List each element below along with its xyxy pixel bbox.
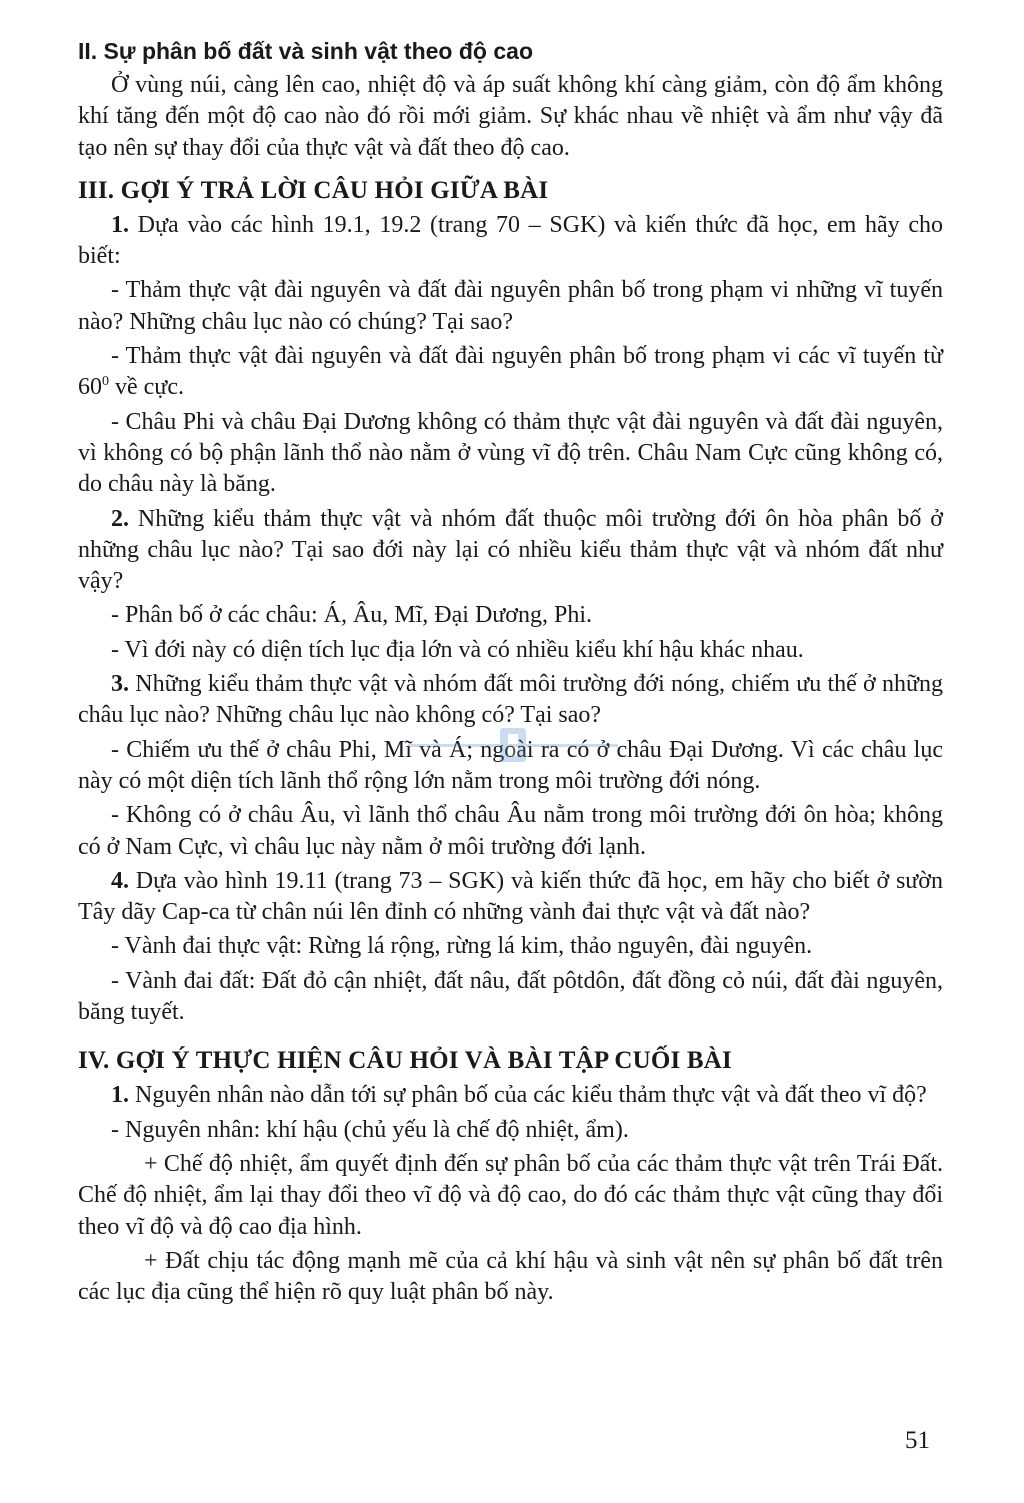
question-2-number: 2. (111, 505, 129, 532)
exercise-1 (78, 1080, 943, 1111)
question-4-number: 4. (111, 867, 129, 894)
question-3-number: 3. (111, 671, 129, 698)
exercise-1-point-2: + Đất chịu tác động mạnh mẽ của cả khí hậu và sinh vật nên sự phân bố đất trên các lục địa cũng thể hiện rõ quy luật phân bố này. (78, 1247, 943, 1306)
degree-superscript: 0 (102, 374, 109, 390)
exercise-1-answer: - Nguyên nhân: khí hậu (chủ yếu là chế độ nhiệt, ẩm). (111, 1116, 629, 1143)
exercise-1-text: Nguyên nhân nào dẫn tới sự phân bố của các kiểu thảm thực vật và đất theo vĩ độ? (129, 1082, 927, 1109)
question-4-answer-1: - Vành đai thực vật: Rừng lá rộng, rừng lá kim, thảo nguyên, đài nguyên. (111, 933, 813, 960)
question-1-answer-1-tail: về cực. (109, 374, 184, 401)
section-2-title: II. Sự phân bố đất và sinh vật theo độ cao (78, 38, 533, 64)
question-2-text: Những kiểu thảm thực vật và nhóm đất thuộc môi trường đới ôn hòa phân bố ở những châu lục nào? Tại sao đới này lại có nhiều kiểu thảm thực vật và nhóm đất như vậy? (78, 505, 943, 595)
question-4-answer-2: - Vành đai đất: Đất đỏ cận nhiệt, đất nâu, đất pôtdôn, đất đồng cỏ núi, đất đài nguyên, băng tuyết. (78, 967, 943, 1026)
question-3-answer-1: - Chiếm ưu thế ở châu Phi, Mĩ và Á; ngoài ra có ở châu Đại Dương. Vì các châu lục này có một diện tích lãnh thổ rộng lớn nằm trong môi trường đới nóng. (78, 736, 943, 794)
question-2-answer-1: - Phân bố ở các châu: Á, Âu, Mĩ, Đại Dương, Phi. (111, 602, 592, 629)
question-3-text: Những kiểu thảm thực vật và nhóm đất môi trường đới nóng, chiếm ưu thế ở những châu lục nào? Những châu lục nào không có? Tại sao? (78, 671, 943, 729)
question-1-sub-question: - Thảm thực vật đài nguyên và đất đài nguyên phân bố trong phạm vi những vĩ tuyến nào? Những châu lục nào có chúng? Tại sao? (78, 277, 943, 335)
question-1-text: Dựa vào các hình 19.1, 19.2 (trang 70 – SGK) và kiến thức đã học, em hãy cho biết: (78, 211, 943, 270)
exercise-1-number: 1. (111, 1082, 129, 1109)
section-3-title: III. GỢI Ý TRẢ LỜI CÂU HỎI GIỮA BÀI (78, 176, 549, 204)
page-content (78, 34, 943, 1311)
question-4 (78, 866, 943, 929)
page-number: 51 (905, 1427, 930, 1454)
question-1 (78, 210, 943, 273)
question-1-answer-2: - Châu Phi và châu Đại Dương không có thảm thực vật đài nguyên và đất đài nguyên, vì không có bộ phận lãnh thổ nào nằm ở vùng vĩ độ trên. Châu Nam Cực cũng không có, do châu này là băng. (78, 408, 943, 498)
question-1-answer-1-text: - Thảm thực vật đài nguyên và đất đài nguyên phân bố trong phạm vi các vĩ tuyến từ 60 (78, 343, 943, 401)
exercise-1-point-1: + Chế độ nhiệt, ẩm quyết định đến sự phân bố của các thảm thực vật trên Trái Đất. Chế độ nhiệt, ẩm lại thay đổi theo vĩ độ và độ cao, do đó các thảm thực vật cũng thay đổi theo vĩ độ và độ cao địa hình. (78, 1150, 943, 1240)
question-3-answer-2: - Không có ở châu Âu, vì lãnh thổ châu Âu nằm trong môi trường đới ôn hòa; không có ở Nam Cực, vì châu lục này nằm ở môi trường đới lạnh. (78, 802, 943, 860)
question-2 (78, 504, 943, 598)
question-1-number: 1. (111, 211, 129, 238)
question-1-answer-1 (78, 341, 943, 404)
question-4-text: Dựa vào hình 19.11 (trang 73 – SGK) và kiến thức đã học, em hãy cho biết ở sườn Tây dãy Cap-ca từ chân núi lên đỉnh có những vành đai thực vật và đất nào? (78, 867, 943, 926)
section-4-title: IV. GỢI Ý THỰC HIỆN CÂU HỎI VÀ BÀI TẬP CUỐI BÀI (78, 1047, 732, 1075)
question-2-answer-2: - Vì đới này có diện tích lục địa lớn và có nhiều kiểu khí hậu khác nhau. (111, 636, 804, 663)
question-3 (78, 669, 943, 732)
section-2-paragraph: Ở vùng núi, càng lên cao, nhiệt độ và áp suất không khí càng giảm, còn độ ẩm không khí tăng đến một độ cao nào đó rồi mới giảm. Sự khác nhau về nhiệt và ẩm như vậy đã tạo nên sự thay đổi của thực vật và đất theo độ cao. (78, 72, 943, 161)
